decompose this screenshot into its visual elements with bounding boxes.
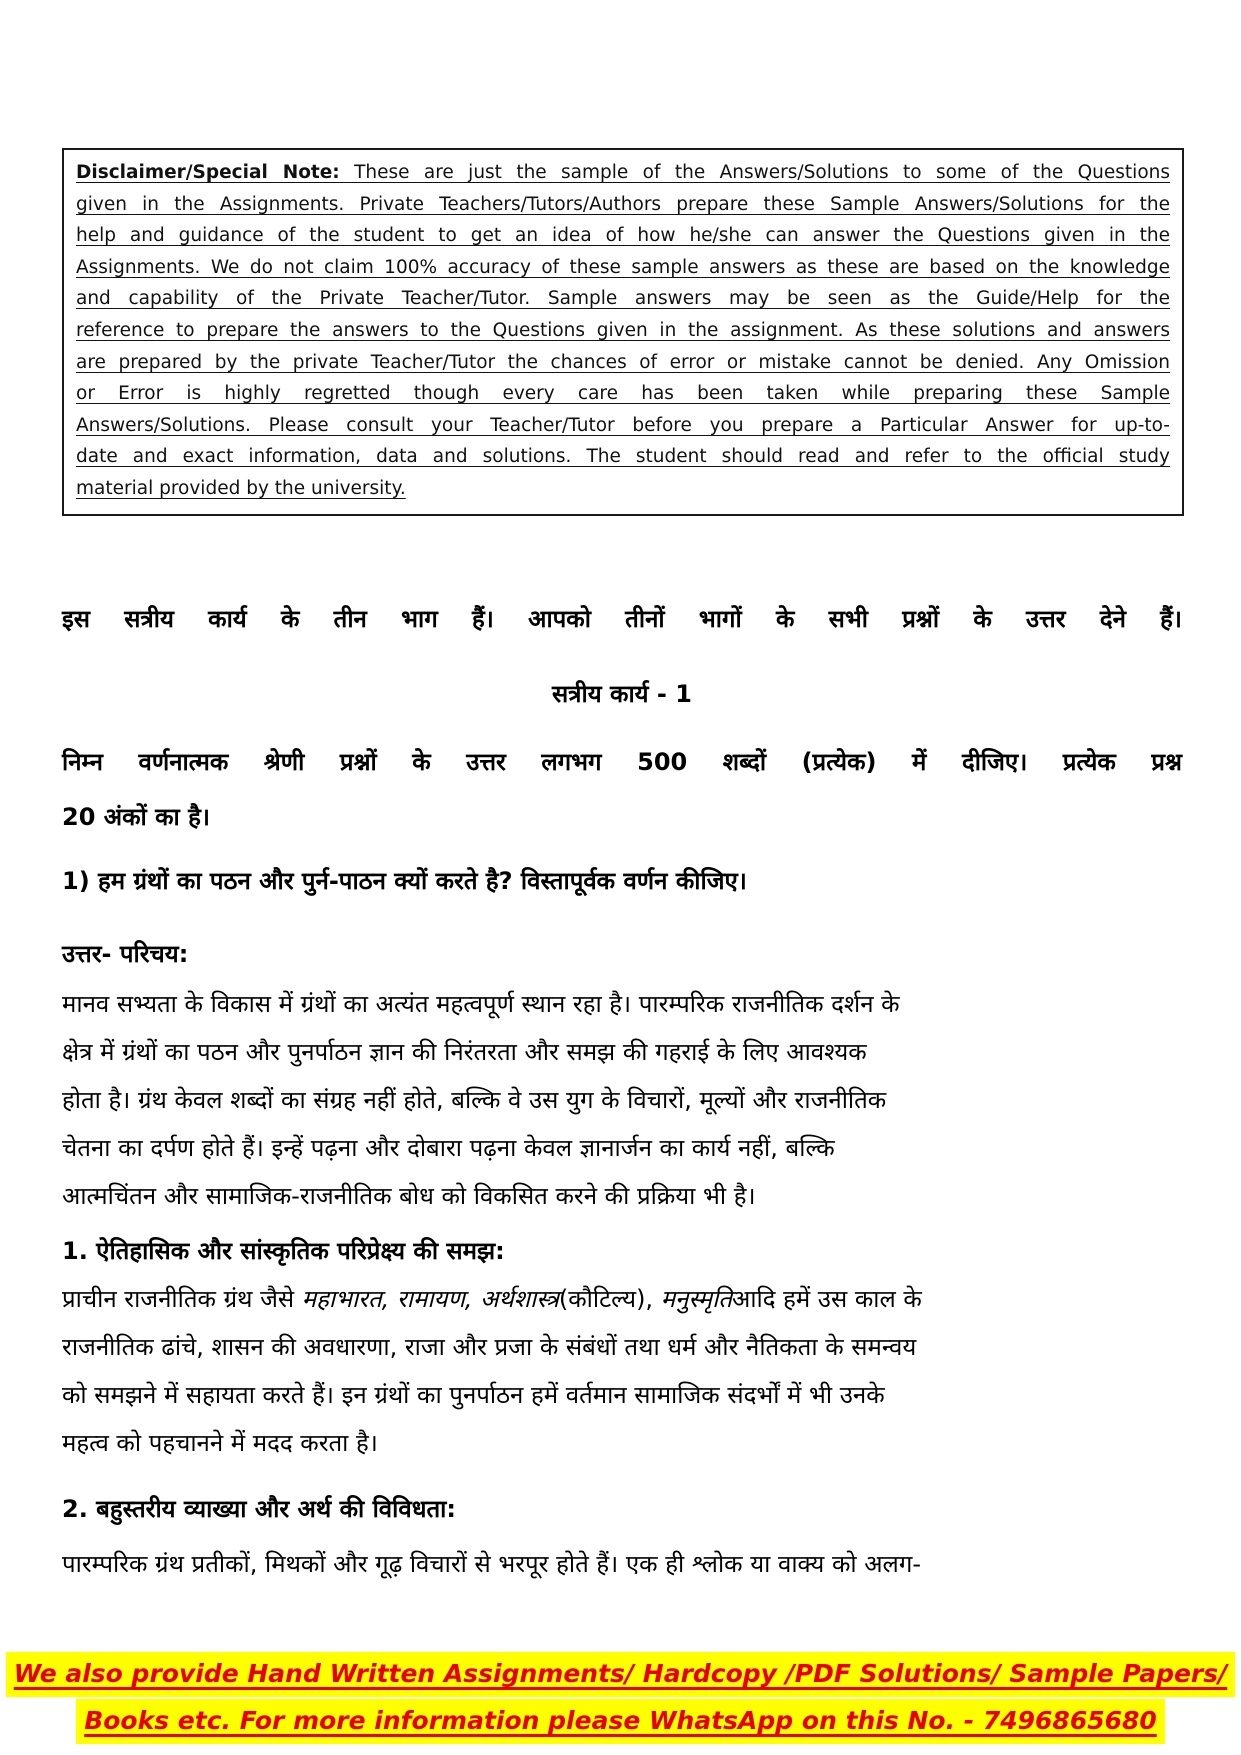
disclaimer-line: given in the Assignments. Private Teachers/Tutors/Authors prepare these Sample Answers/Solutions for the [76, 193, 1170, 215]
section-2-heading: 2. बहुस्तरीय व्याख्या और अर्थ की विविधता: [62, 1495, 456, 1523]
disclaimer-line: are prepared by the private Teacher/Tutor the chances of error or mistake cannot be denied. Any Omission [76, 351, 1170, 373]
answer-intro-label: उत्तर- परिचय: [62, 940, 189, 968]
paragraph-line: मानव सभ्यता के विकास में ग्रंथों का अत्यंत महत्वपूर्ण स्थान रहा है। पारम्परिक राजनीतिक दर्शन के [62, 990, 900, 1018]
instruction-line: निम्न वर्णनात्मक श्रेणी प्रश्नों के उत्तर लगभग 500 शब्दों (प्रत्येक) में दीजिए। प्रत्येक प्रश्न [62, 748, 1182, 776]
disclaimer-line [76, 157, 1170, 189]
assignment-title: सत्रीय कार्य - 1 [552, 680, 692, 708]
disclaimer-line: Answers/Solutions. Please consult your Teacher/Tutor before you prepare a Particular Answer for up-to- [76, 414, 1170, 436]
paragraph-text: आदि हमें उस काल के [731, 1285, 922, 1313]
disclaimer-line: help and guidance of the student to get an idea of how he/she can answer the Questions given in the [76, 225, 1170, 247]
paragraph-line: होता है। ग्रंथ केवल शब्दों का संग्रह नहीं होते, बल्कि वे उस युग के विचारों, मूल्यों और राजनीतिक [62, 1086, 887, 1114]
paragraph-line: क्षेत्र में ग्रंथों का पठन और पुनर्पाठन ज्ञान की निरंतरता और समझ की गहराई के लिए आवश्यक [62, 1038, 867, 1066]
instructions-paragraph [62, 735, 1182, 845]
assignment-content [0, 530, 1241, 1588]
instruction-line: 20 अंकों का है। [62, 803, 210, 831]
footer-ad [0, 1652, 1241, 1746]
footer-line [0, 1652, 1241, 1697]
paragraph-line: राजनीतिक ढांचे, शासन की अवधारणा, राजा और प्रजा के संबंधों तथा धर्म और नैतिकता के समन्वय [62, 1333, 917, 1361]
section-1-heading: 1. ऐतिहासिक और सांस्कृतिक परिप्रेक्ष्य की समझ: [62, 1237, 505, 1265]
paragraph-text: प्राचीन राजनीतिक ग्रंथ जैसे [62, 1285, 302, 1313]
paragraph-line: पारम्परिक ग्रंथ प्रतीकों, मिथकों और गूढ़ विचारों से भरपूर होते हैं। एक ही श्लोक या वाक्य को अलग- [62, 1550, 921, 1578]
disclaimer-line: date and exact information, data and solutions. The student should read and refer to the official study [76, 446, 1170, 468]
paragraph-text: (कौटिल्य), [558, 1285, 661, 1313]
book-titles-italic: महाभारत, रामायण, अर्थशास्त्र [301, 1285, 559, 1313]
disclaimer-line: Assignments. We do not claim 100% accuracy of these sample answers as these are based on the knowledge [76, 256, 1170, 278]
paragraph-line: चेतना का दर्पण होते हैं। इन्हें पढ़ना और दोबारा पढ़ना केवल ज्ञानार्जन का कार्य नहीं, बल्कि [62, 1134, 835, 1162]
disclaimer-box [62, 148, 1184, 516]
paragraph-line [62, 1275, 1182, 1323]
footer-line [0, 1699, 1241, 1744]
section-2-paragraph [62, 1540, 1182, 1588]
footer-highlighted-text: We also provide Hand Written Assignments/ Hardcopy /PDF Solutions/ Sample Papers/ [6, 1652, 1236, 1697]
footer-highlighted-text: Books etc. For more information please WhatsApp on this No. - 7496865680 [76, 1699, 1165, 1744]
disclaimer-line: material provided by the university. [76, 477, 406, 499]
disclaimer-line: or Error is highly regretted though every care has been taken while preparing these Sample [76, 383, 1170, 405]
question-1: 1) हम ग्रंथों का पठन और पुर्न-पाठन क्यों करते है? विस्तापूर्वक वर्णन कीजिए। [62, 867, 747, 895]
disclaimer-line-text: These are just the sample of the Answers/Solutions to some of the Questions [339, 162, 1171, 183]
paragraph-line: महत्व को पहचानने में मदद करता है। [62, 1429, 378, 1457]
book-title-italic: मनुस्मृति [660, 1285, 732, 1313]
intro-line: इस सत्रीय कार्य के तीन भाग हैं। आपको तीनों भागों के सभी प्रश्नों के उत्तर देने हैं। [62, 605, 1182, 633]
paragraph-line: को समझने में सहायता करते हैं। इन ग्रंथों का पुनर्पाठन हमें वर्तमान सामाजिक संदर्भों में भी उनके [62, 1381, 885, 1409]
disclaimer-line: reference to prepare the answers to the Questions given in the assignment. As these solutions and answers [76, 319, 1170, 341]
answer-intro-paragraph [62, 980, 1182, 1220]
paragraph-line: आत्मचिंतन और सामाजिक-राजनीतिक बोध को विकसित करने की प्रक्रिया भी है। [62, 1182, 756, 1210]
disclaimer-line: and capability of the Private Teacher/Tutor. Sample answers may be seen as the Guide/Help for the [76, 288, 1170, 310]
section-1-paragraph [62, 1275, 1182, 1467]
disclaimer-label: Disclaimer/Special Note: [76, 162, 340, 183]
